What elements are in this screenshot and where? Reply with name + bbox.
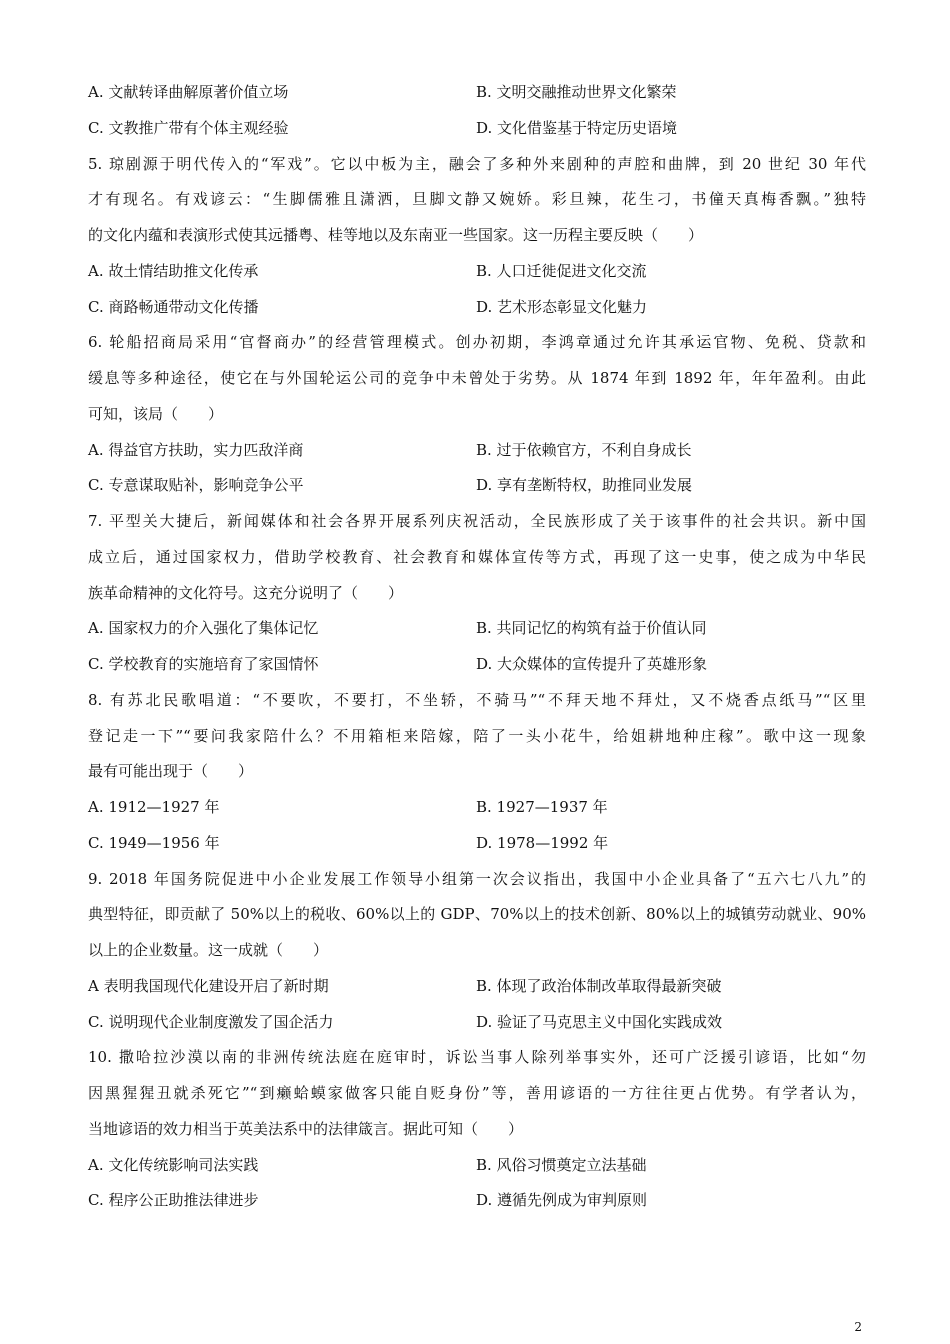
question-text-line: 因黑猩猩丑就杀死它”“到癞蛤蟆家做客只能自贬身份”等，善用谚语的一方往往更占优势。有学者认为， [88, 1084, 866, 1102]
answer-option: C. 学校教育的实施培育了家国情怀 [88, 655, 319, 673]
question-text-line: 最有可能出现于（ ） [88, 762, 254, 781]
option-row [88, 436, 866, 472]
answer-option: A. 文献转译曲解原著价值立场 [88, 83, 289, 101]
option-row [88, 114, 866, 150]
page-number: 2 [854, 1320, 862, 1334]
answer-option: B. 文明交融推动世界文化繁荣 [476, 83, 677, 101]
option-row [88, 1151, 866, 1187]
question-text-line: 才有现名。有戏谚云：“生脚儒雅且潇洒，旦脚文静又婉娇。彩旦辣，花生刁，书僮天真梅香飘。”独特 [88, 190, 866, 209]
question-text-line: 当地谚语的效力相当于英美法系中的法律箴言。据此可知（ ） [88, 1119, 524, 1138]
option-row [88, 471, 866, 507]
answer-option: C. 专意谋取贴补，影响竞争公平 [88, 476, 304, 495]
question-text-line: 5. 琼剧源于明代传入的“军戏”。它以中板为主，融会了多种外来剧种的声腔和曲牌，到 20 世纪 30 年代 [88, 154, 866, 173]
answer-option: B. 过于依赖官方，不利自身成长 [476, 440, 692, 459]
option-row [88, 1008, 866, 1044]
question-text-line: 典型特征，即贡献了 50%以上的税收、60%以上的 GDP、70%以上的技术创新、80%以上的城镇劳动就业、90% [88, 905, 866, 924]
answer-option: A. 国家权力的介入强化了集体记忆 [88, 619, 319, 638]
option-row [88, 650, 866, 686]
option-row [88, 293, 866, 329]
answer-option: C. 1949—1956 年 [88, 833, 220, 852]
question-text-line: 的文化内蕴和表演形式使其远播粤、桂等地以及东南亚一些国家。这一历程主要反映（ ） [88, 226, 704, 244]
answer-option: B. 风俗习惯奠定立法基础 [476, 1155, 647, 1174]
answer-option: C. 文教推广带有个体主观经验 [88, 118, 289, 137]
question-text-line: 登记走一下”“要问我家陪什么？不用箱柜来陪嫁，陪了一头小花牛，给姐耕地种庄稼”。歌中这一现象 [88, 726, 866, 745]
question-text-line: 9. 2018 年国务院促进中小企业发展工作领导小组第一次会议指出，我国中小企业具备了“五六七八九”的 [88, 869, 866, 888]
option-row [88, 1186, 866, 1222]
answer-option: B. 体现了政治体制改革取得最新突破 [476, 976, 722, 995]
question-text-line: 10. 撒哈拉沙漠以南的非洲传统法庭在庭审时，诉讼当事人除列举事实外，还可广泛援引谚语，比如“勿 [88, 1048, 866, 1067]
option-row [88, 829, 866, 865]
question-text-line: 8. 有苏北民歌唱道：“不要吹，不要打，不坐轿，不骑马”“不拜天地不拜灶，又不烧香点纸马”“区里 [88, 690, 866, 709]
document-body [88, 78, 866, 1222]
question-text-line: 7. 平型关大捷后，新闻媒体和社会各界开展系列庆祝活动，全民族形成了关于该事件的社会共识。新中国 [88, 512, 866, 530]
question-text-line: 6. 轮船招商局采用“官督商办”的经营管理模式。创办初期，李鸿章通过允许其承运官物、免税、贷款和 [88, 333, 866, 352]
question-text-line: 以上的企业数量。这一成就（ ） [88, 941, 329, 959]
answer-option: C. 程序公正助推法律进步 [88, 1191, 259, 1210]
answer-option: A. 1912—1927 年 [88, 798, 220, 816]
answer-option: D. 艺术形态彰显文化魅力 [476, 297, 648, 316]
answer-option: D. 遵循先例成为审判原则 [476, 1191, 648, 1210]
answer-option: D. 1978—1992 年 [476, 833, 609, 852]
answer-option: C. 说明现代企业制度激发了国企活力 [88, 1012, 334, 1031]
option-row [88, 257, 866, 293]
answer-option: D. 验证了马克思主义中国化实践成效 [476, 1012, 723, 1031]
question-text-line: 可知，该局（ ） [88, 404, 224, 423]
answer-option: C. 商路畅通带动文化传播 [88, 297, 259, 316]
answer-option: A. 文化传统影响司法实践 [88, 1155, 259, 1174]
question-text-line: 成立后，通过国家权力，借助学校教育、社会教育和媒体宣传等方式，再现了这一史事，使之成为中华民 [88, 547, 866, 566]
option-row [88, 793, 866, 829]
answer-option: B. 人口迁徙促进文化交流 [476, 261, 647, 280]
answer-option: D. 文化借鉴基于特定历史语境 [476, 118, 678, 137]
question-text-line: 缓息等多种途径，使它在与外国轮运公司的竞争中未曾处于劣势。从 1874 年到 1892 年，年年盈利。由此 [88, 369, 866, 387]
answer-option: D. 享有垄断特权，助推同业发展 [476, 476, 693, 495]
option-row [88, 78, 866, 114]
answer-option: D. 大众媒体的宣传提升了英雄形象 [476, 655, 708, 673]
option-row [88, 614, 866, 650]
answer-option: A 表明我国现代化建设开启了新时期 [88, 976, 329, 995]
answer-option: A. 故土情结助推文化传承 [88, 261, 259, 280]
answer-option: A. 得益官方扶助，实力匹敌洋商 [88, 440, 304, 459]
question-text-line: 族革命精神的文化符号。这充分说明了（ ） [88, 583, 404, 602]
option-row [88, 972, 866, 1008]
answer-option: B. 1927—1937 年 [476, 798, 608, 816]
answer-option: B. 共同记忆的构筑有益于价值认同 [476, 619, 707, 638]
